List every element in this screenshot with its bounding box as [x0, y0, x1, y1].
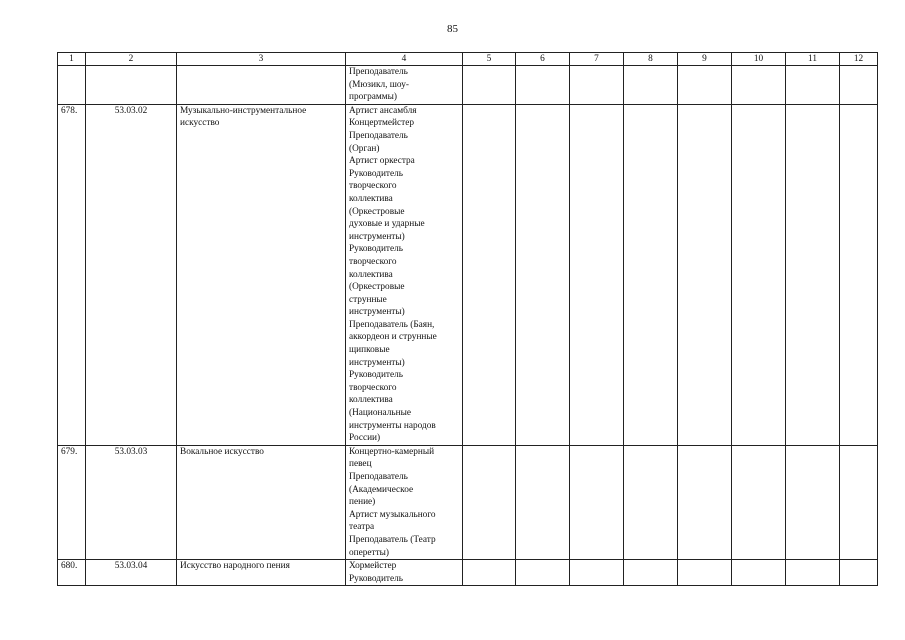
empty-cell	[516, 104, 570, 445]
empty-cell	[786, 560, 840, 586]
row-number: 679.	[58, 445, 86, 559]
page-number: 85	[447, 23, 458, 35]
empty-cell	[463, 104, 516, 445]
column-header: 7	[570, 53, 624, 66]
row-number: 680.	[58, 560, 86, 586]
qualifications: Преподаватель (Мюзикл, шоу- программы)	[346, 66, 463, 105]
empty-cell	[678, 66, 732, 105]
column-header: 5	[463, 53, 516, 66]
empty-cell	[786, 445, 840, 559]
empty-cell	[732, 445, 786, 559]
empty-cell	[732, 560, 786, 586]
empty-cell	[570, 560, 624, 586]
specialty-code: 53.03.04	[86, 560, 177, 586]
specialty-code	[86, 66, 177, 105]
empty-cell	[624, 445, 678, 559]
column-header: 1	[58, 53, 86, 66]
empty-cell	[624, 66, 678, 105]
empty-cell	[516, 445, 570, 559]
empty-cell	[516, 66, 570, 105]
empty-cell	[786, 66, 840, 105]
column-header: 2	[86, 53, 177, 66]
empty-cell	[732, 104, 786, 445]
qualifications: Хормейстер Руководитель	[346, 560, 463, 586]
empty-cell	[678, 445, 732, 559]
table-row	[58, 104, 878, 445]
header-row	[58, 53, 878, 66]
empty-cell	[463, 66, 516, 105]
specialty-name: Искусство народного пения	[177, 560, 346, 586]
column-header: 11	[786, 53, 840, 66]
specialty-name: Музыкально-инструментальное искусство	[177, 104, 346, 445]
empty-cell	[840, 104, 878, 445]
empty-cell	[624, 104, 678, 445]
empty-cell	[840, 445, 878, 559]
table-row	[58, 445, 878, 559]
column-header: 3	[177, 53, 346, 66]
row-number	[58, 66, 86, 105]
empty-cell	[786, 104, 840, 445]
specialty-code: 53.03.03	[86, 445, 177, 559]
column-header: 12	[840, 53, 878, 66]
specialty-name	[177, 66, 346, 105]
empty-cell	[678, 560, 732, 586]
table-row	[58, 560, 878, 586]
empty-cell	[570, 445, 624, 559]
empty-cell	[624, 560, 678, 586]
qualifications: Артист ансамбля Концертмейстер Преподаватель (Орган) Артист оркестра Руководитель творческого коллектива (Оркестровые духовые и ударные инструменты) Руководитель творческого коллектива (Оркестровые струнные инструменты) Преподаватель (Баян, аккордеон и струнные щипковые инструменты) Руководитель творческого коллектива (Национальные инструменты народов России)	[346, 104, 463, 445]
column-header: 4	[346, 53, 463, 66]
empty-cell	[840, 560, 878, 586]
empty-cell	[463, 445, 516, 559]
column-header: 9	[678, 53, 732, 66]
empty-cell	[516, 560, 570, 586]
column-header: 8	[624, 53, 678, 66]
empty-cell	[463, 560, 516, 586]
column-header: 6	[516, 53, 570, 66]
row-number: 678.	[58, 104, 86, 445]
empty-cell	[678, 104, 732, 445]
specialty-code: 53.03.02	[86, 104, 177, 445]
column-header: 10	[732, 53, 786, 66]
empty-cell	[840, 66, 878, 105]
specialties-table	[57, 52, 878, 586]
table-row	[58, 66, 878, 105]
qualifications: Концертно-камерный певец Преподаватель (Академическое пение) Артист музыкального театра Преподаватель (Театр оперетты)	[346, 445, 463, 559]
empty-cell	[570, 66, 624, 105]
specialty-name: Вокальное искусство	[177, 445, 346, 559]
empty-cell	[570, 104, 624, 445]
empty-cell	[732, 66, 786, 105]
